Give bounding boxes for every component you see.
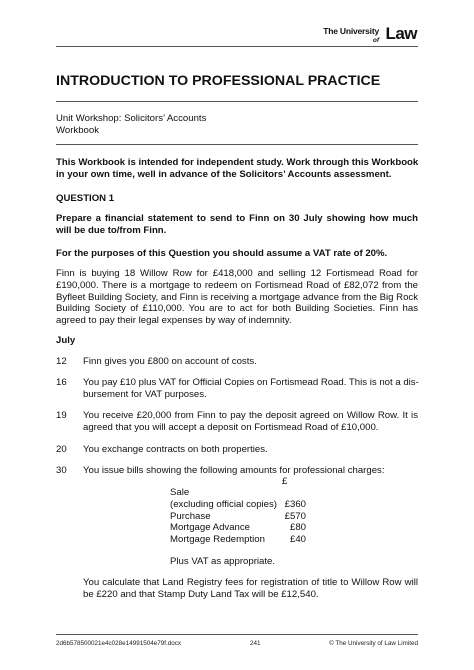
fee-value: £80 — [289, 522, 306, 534]
fee-row — [170, 522, 306, 534]
scenario-paragraph — [56, 268, 418, 327]
subtitle-line1: Unit Workshop: Solicitors’ Accounts — [56, 113, 207, 124]
header-rule — [56, 46, 418, 47]
fee-currency-header: £ — [282, 476, 288, 487]
event-day: 12 — [56, 356, 67, 367]
subtitle-line2: Workbook — [56, 125, 100, 136]
footer-copyright: © The University of Law Limited — [329, 640, 418, 647]
logo-text-law: Law — [385, 24, 417, 43]
month-heading: July — [56, 335, 76, 346]
event-line: Finn gives you £800 on account of costs. — [83, 356, 257, 367]
intro-line2: in your own time, well in advance of the Solicitors’ Accounts assessment. — [56, 168, 392, 180]
task-line1: Prepare a financial statement to send to Finn on 30 July showing how much — [56, 213, 418, 224]
fee-label: Mortgage Advance — [170, 522, 251, 534]
task-paragraph — [56, 213, 418, 237]
scenario-line: £190,000. There is a mortgage to redeem on Fortismead Road of £82,072 from the — [56, 279, 418, 291]
event-text — [83, 356, 257, 368]
fee-label: Sale — [170, 487, 190, 498]
event-text — [83, 465, 385, 477]
closing-line: be £220 and that Stamp Duty Land Tax will be £12,540. — [83, 588, 319, 600]
fee-value: £570 — [284, 510, 306, 522]
scenario-line: agreed to pay their legal expenses by way of indemnity. — [56, 315, 292, 327]
logo-text-university: The University — [323, 26, 379, 36]
event-line: You receive £20,000 from Finn to pay the deposit agreed on Willow Row. It is — [83, 410, 418, 421]
vat-note: For the purposes of this Question you should assume a VAT rate of 20%. — [56, 248, 388, 259]
event-text — [83, 410, 418, 434]
task-line2: will be due to/from Finn. — [56, 224, 167, 236]
question-heading: QUESTION 1 — [56, 193, 115, 204]
event-line: You pay £10 plus VAT for Official Copies on Fortismead Road. This is not a dis- — [83, 377, 419, 388]
fee-table — [170, 487, 306, 546]
fee-label: (excluding official copies) — [170, 498, 278, 510]
fee-label: Purchase — [170, 510, 211, 522]
intro-line1: This Workbook is intended for independent study. Work through this Workbook — [56, 157, 419, 168]
subtitle-rule — [56, 144, 418, 145]
scenario-line: Building Society of £110,000. You are to act for both Building Societies. Finn has — [56, 303, 418, 315]
event-day: 19 — [56, 410, 67, 421]
scenario-line: Finn is buying 18 Willow Row for £418,000 and selling 12 Fortismead Road for — [56, 268, 418, 279]
scenario-line: Byfleet Building Society, and Finn is receiving a mortgage advance from the Big Rock — [56, 291, 418, 303]
fee-row — [170, 499, 306, 511]
fee-label: Mortgage Redemption — [170, 534, 265, 546]
event-text — [83, 444, 268, 456]
event-line: bursement for VAT purposes. — [83, 388, 207, 400]
event-line: You issue bills showing the following amounts for professional charges: — [83, 465, 385, 476]
footer-doc-id: 2d6b578500021e4c028e14991504e79f.docx — [56, 640, 182, 647]
logo-text-of: of — [372, 37, 379, 44]
fee-row — [170, 487, 306, 499]
footer-page-number: 241 — [250, 640, 261, 647]
vat-line: Plus VAT as appropriate. — [170, 556, 276, 567]
event-day: 30 — [56, 465, 67, 476]
closing-line: You calculate that Land Registry fees for registration of title to Willow Row will — [83, 577, 418, 588]
fee-value — [280, 487, 306, 499]
page-title: INTRODUCTION TO PROFESSIONAL PRACTICE — [56, 73, 381, 89]
event-day: 20 — [56, 444, 67, 455]
intro-paragraph — [56, 157, 418, 181]
closing-paragraph — [83, 577, 418, 601]
fee-row — [170, 511, 306, 523]
title-rule — [56, 101, 418, 102]
fee-row — [170, 534, 306, 546]
footer-rule — [56, 634, 418, 635]
event-text — [83, 377, 418, 401]
event-line: agreed that you will accept a deposit on Fortismead Road of £10,000. — [83, 421, 379, 433]
fee-value: £360 — [284, 498, 306, 510]
event-line: You exchange contracts on both properties. — [83, 444, 268, 455]
event-day: 16 — [56, 377, 67, 388]
university-logo — [307, 22, 417, 48]
fee-value: £40 — [289, 534, 306, 546]
